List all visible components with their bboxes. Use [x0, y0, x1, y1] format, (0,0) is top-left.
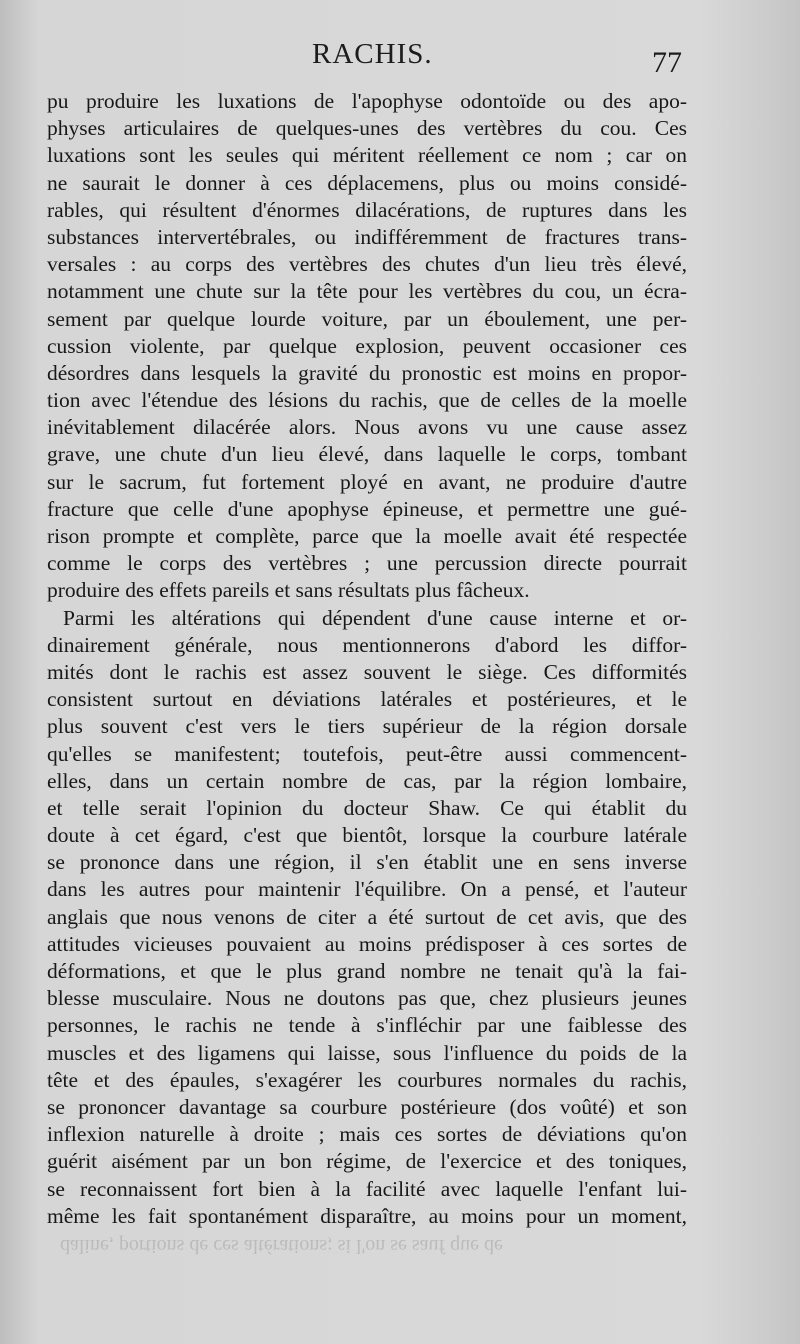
text-line: Parmi les altérations qui dépendent d'une cause interne et or-	[63, 605, 687, 630]
text-line: dinairement générale, nous mentionnerons d'abord les diffor-	[47, 632, 687, 657]
text-line: attitudes vicieuses pouvaient au moins prédisposer à ces sortes de	[47, 931, 687, 956]
text-line: anglais que nous venons de citer a été surtout de cet avis, que des	[47, 904, 687, 929]
paragraph	[47, 605, 687, 1230]
text-line: versales : au corps des vertèbres des chutes d'un lieu très élevé,	[47, 252, 687, 277]
page-number: 77	[652, 46, 682, 79]
text-line: plus souvent c'est vers le tiers supérieur de la région dorsale	[47, 714, 687, 739]
text-line: fracture que celle d'une apophyse épineuse, et permettre une gué-	[47, 496, 687, 521]
text-line: personnes, le rachis ne tende à s'infléchir par une faiblesse des	[47, 1013, 687, 1038]
text-line: elles, dans un certain nombre de cas, par la région lombaire,	[47, 768, 687, 793]
text-line: cussion violente, par quelque explosion, peuvent occasioner ces	[47, 333, 687, 358]
body-text	[47, 88, 687, 1230]
text-line: inévitablement dilacérée alors. Nous avons vu une cause assez	[47, 415, 687, 440]
text-line: comme le corps des vertèbres ; une percussion directe pourrait	[47, 551, 687, 576]
text-line: muscles et des ligamens qui laisse, sous l'influence du poids de la	[47, 1040, 687, 1065]
text-line: même les fait spontanément disparaître, au moins pour un moment,	[47, 1203, 687, 1228]
page-header	[0, 38, 800, 78]
text-line: mités dont le rachis est assez souvent le siège. Ces difformités	[47, 659, 687, 684]
text-line: substances intervertébrales, ou indifféremment de fractures trans-	[47, 224, 687, 249]
text-line: rison prompte et complète, parce que la moelle avait été respectée	[47, 524, 687, 548]
text-line: dans les autres pour maintenir l'équilibre. On a pensé, et l'auteur	[47, 877, 687, 902]
text-line: qu'elles se manifestent; toutefois, peut-être aussi commencent-	[47, 741, 687, 766]
text-line: sur le sacrum, fut fortement ployé en avant, ne produire d'autre	[47, 469, 687, 494]
text-line: grave, une chute d'un lieu élevé, dans laquelle le corps, tombant	[47, 442, 687, 467]
text-line: physes articulaires de quelques-unes des vertèbres du cou. Ces	[47, 116, 687, 141]
text-line: tête et des épaules, s'exagérer les courbures normales du rachis,	[47, 1067, 687, 1092]
text-line: tion avec l'étendue des lésions du rachis, que de celles de la moelle	[47, 388, 687, 413]
text-line: se prononce dans une région, il s'en établit une en sens inverse	[47, 850, 687, 875]
text-line: doute à cet égard, c'est que bientôt, lorsque la courbure latérale	[47, 823, 687, 848]
text-line: produire des effets pareils et sans résultats plus fâcheux.	[47, 578, 530, 603]
text-line: guérit aisément par un bon régime, de l'exercice et des toniques,	[47, 1149, 687, 1174]
text-line: déformations, et que le plus grand nombre ne tenait qu'à la fai-	[47, 959, 687, 983]
paragraph	[47, 88, 687, 605]
text-line: se prononcer davantage sa courbure postérieure (dos voûté) et son	[47, 1094, 687, 1119]
text-line: désordres dans lesquels la gravité du pronostic est moins en propor-	[47, 360, 687, 385]
text-line: et telle serait l'opinion du docteur Shaw. Ce qui établit du	[47, 795, 687, 820]
running-head: RACHIS.	[312, 38, 433, 70]
bleed-through-text: daline, portions de ces altérations; si l'on se sauf que de	[60, 1235, 503, 1257]
text-line: ne saurait le donner à ces déplacemens, plus ou moins considé-	[47, 170, 687, 195]
text-line: sement par quelque lourde voiture, par un éboulement, une per-	[47, 306, 687, 331]
text-line: pu produire les luxations de l'apophyse odontoïde ou des apo-	[47, 89, 687, 113]
text-line: consistent surtout en déviations latérales et postérieures, et le	[47, 687, 687, 712]
text-line: notamment une chute sur la tête pour les vertèbres du cou, un écra-	[47, 279, 687, 304]
text-line: se reconnaissent fort bien à la facilité avec laquelle l'enfant lui-	[47, 1176, 687, 1201]
text-line: rables, qui résultent d'énormes dilacérations, de ruptures dans les	[47, 197, 687, 222]
text-line: inflexion naturelle à droite ; mais ces sortes de déviations qu'on	[47, 1122, 687, 1147]
text-line: luxations sont les seules qui méritent réellement ce nom ; car on	[47, 143, 687, 168]
text-line: blesse musculaire. Nous ne doutons pas que, chez plusieurs jeunes	[47, 986, 687, 1011]
